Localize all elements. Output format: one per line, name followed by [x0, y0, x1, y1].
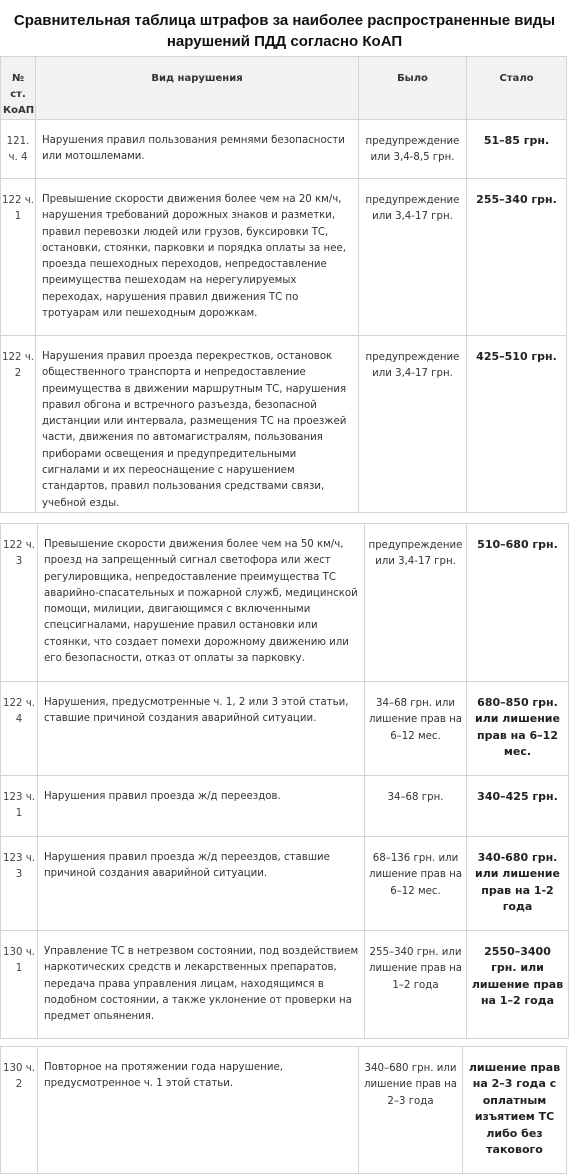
row-was: предупреждение или 3,4-17 грн. — [359, 336, 467, 513]
row-now: 255–340 грн. — [467, 179, 567, 336]
row-now: 425–510 грн. — [467, 336, 567, 513]
row-num: 122 ч. 3 — [1, 523, 38, 681]
row-now: 680–850 грн. или лишение прав на 6–12 мес. — [467, 681, 569, 775]
table-row — [1, 681, 569, 775]
row-now: 340-680 грн. или лишение прав на 1-2 года — [467, 836, 569, 930]
table-row — [1, 179, 567, 336]
row-was: 255–340 грн. или лишение прав на 1–2 года — [365, 930, 467, 1038]
fines-table-part-2 — [0, 523, 569, 1039]
row-now: 51–85 грн. — [467, 120, 567, 179]
row-num: 122 ч. 1 — [1, 179, 36, 336]
row-violation: Нарушения, предусмотренные ч. 1, 2 или 3 этой статьи, ставшие причиной создания аварийной ситуации. — [38, 681, 365, 775]
row-violation: Управление ТС в нетрезвом состоянии, под воздействием наркотических средств и лекарственных препаратов, передача права управления лицам, находящимся в подобном состоянии, а также уклонение от проверки на предмет опьянения. — [38, 930, 365, 1038]
row-was: 34–68 грн. или лишение прав на 6–12 мес. — [365, 681, 467, 775]
table-row — [1, 836, 569, 930]
table-row — [1, 523, 569, 681]
header-now: Стало — [467, 57, 567, 120]
row-now: 510–680 грн. — [467, 523, 569, 681]
row-num: 130 ч. 1 — [1, 930, 38, 1038]
header-violation: Вид нарушения — [36, 57, 359, 120]
table-row — [1, 336, 567, 513]
row-now: лишение прав на 2–3 года с оплатным изъятием ТС либо без такового — [463, 1046, 567, 1173]
table-row — [1, 1046, 567, 1173]
table-header-row — [1, 57, 567, 120]
row-violation: Нарушения правил пользования ремнями безопасности или мотошлемами. — [36, 120, 359, 179]
table-row — [1, 930, 569, 1038]
header-was: Было — [359, 57, 467, 120]
fines-table-part-3 — [0, 1046, 567, 1174]
row-violation: Повторное на протяжении года нарушение, предусмотренное ч. 1 этой статьи. — [38, 1046, 359, 1173]
fines-table-part-1 — [0, 56, 567, 513]
row-was: предупреждение или 3,4-8,5 грн. — [359, 120, 467, 179]
row-num: 122 ч. 4 — [1, 681, 38, 775]
row-violation: Превышение скорости движения более чем на 20 км/ч, нарушения требований дорожных знаков и разметки, правил перевозки людей или грузов, буксировки ТС, остановки, стоянки, парковки и порядка оплаты за нее, проезда пешеходных переходов, непредоставление преимущества пешеходам на нерегулируемых переходах, нарушения правил движения ТС по тротуарам или пешеходным дорожкам. — [36, 179, 359, 336]
row-violation: Нарушения правил проезда ж/д переездов. — [38, 775, 365, 836]
row-was: 68–136 грн. или лишение прав на 6–12 мес. — [365, 836, 467, 930]
row-was: предупреждение или 3,4-17 грн. — [359, 179, 467, 336]
row-num: 122 ч. 2 — [1, 336, 36, 513]
header-num: № ст. КоАП — [1, 57, 36, 120]
row-violation: Нарушения правил проезда перекрестков, остановок общественного транспорта и непредоставление преимущества в движении маршрутным ТС, нарушения правил обгона и встречного разъезда, безопасной дистанции или интервала, размещения ТС на проезжей части, движения по автомагистралям, пользования приборами освещения и предупредительными сигналами и их переоснащение с нарушением стандартов, правил пользования средствами связи, учебной езды. — [36, 336, 359, 513]
table-row — [1, 775, 569, 836]
table-row — [1, 120, 567, 179]
row-num: 123 ч. 3 — [1, 836, 38, 930]
row-num: 123 ч. 1 — [1, 775, 38, 836]
row-was: 340–680 грн. или лишение прав на 2–3 года — [359, 1046, 463, 1173]
row-was: 34–68 грн. — [365, 775, 467, 836]
row-num: 121. ч. 4 — [1, 120, 36, 179]
row-now: 340–425 грн. — [467, 775, 569, 836]
page-title: Сравнительная таблица штрафов за наиболее распространенные виды нарушений ПДД согласно КоАП — [13, 12, 556, 50]
row-now: 2550–3400 грн. или лишение прав на 1–2 года — [467, 930, 569, 1038]
row-was: предупреждение или 3,4-17 грн. — [365, 523, 467, 681]
row-num: 130 ч. 2 — [1, 1046, 38, 1173]
row-violation: Нарушения правил проезда ж/д переездов, ставшие причиной создания аварийной ситуации. — [38, 836, 365, 930]
row-violation: Превышение скорости движения более чем на 50 км/ч, проезд на запрещенный сигнал светофора или жест регулировщика, непредоставление преимущества ТС аварийно-спасательных и пожарной служб, медицинской помощи, милиции, двигающимся с включенными спецсигналами, нарушение правил остановки или стоянки, что создает помехи дорожному движению или его безопасности, отказ от оплаты за парковку. — [38, 523, 365, 681]
